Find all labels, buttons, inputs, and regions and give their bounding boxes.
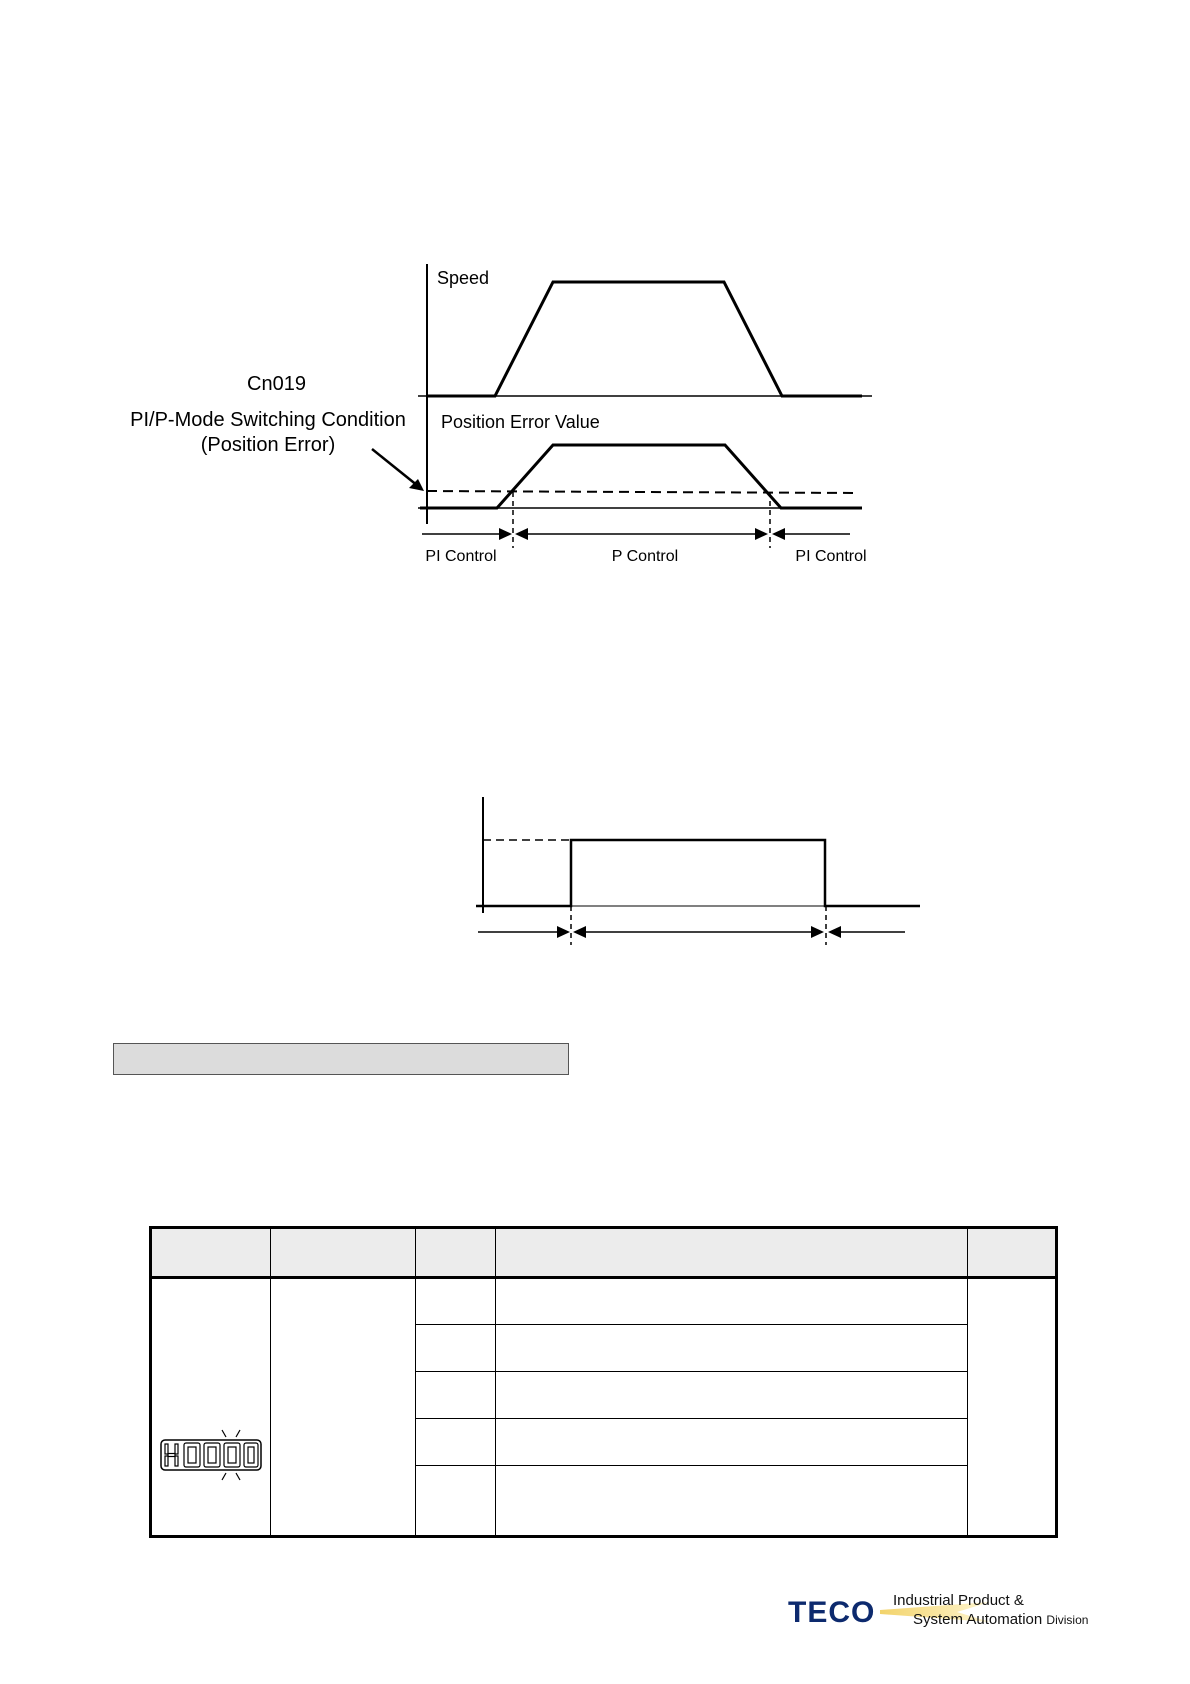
parameter-table (149, 1226, 1058, 1538)
logo-tagline-line1: Industrial Product & (893, 1592, 1024, 1609)
p-arrowhead-left (515, 528, 528, 540)
region-right-label: PI Control (795, 548, 867, 565)
condition-line1: PI/P-Mode Switching Condition (130, 409, 406, 431)
function-cell (496, 1325, 968, 1372)
pulse-right-arrowhead (828, 926, 841, 938)
setting-cell (416, 1466, 496, 1537)
pi-right-arrowhead (772, 528, 785, 540)
pulse-mid-arrowhead-left (573, 926, 586, 938)
position-error-label: Position Error Value (441, 412, 600, 432)
header-cell (968, 1228, 1057, 1278)
header-cell (416, 1228, 496, 1278)
switching-threshold-dashed (427, 491, 858, 493)
pulse-diagram (0, 780, 1190, 960)
header-cell (496, 1228, 968, 1278)
table-row (151, 1278, 1057, 1325)
function-cell (496, 1278, 968, 1325)
seven-segment-display (159, 1428, 263, 1482)
name-cell (271, 1278, 416, 1537)
setting-cell (416, 1372, 496, 1419)
p-arrowhead-right (755, 528, 768, 540)
setting-cell (416, 1419, 496, 1466)
region-middle-label: P Control (611, 548, 679, 565)
region-left-label: PI Control (425, 548, 497, 565)
section-heading-bar (113, 1043, 569, 1075)
logo-tagline-main: System Automation (913, 1611, 1047, 1628)
setting-cell (416, 1278, 496, 1325)
pulse-left-arrowhead (557, 926, 570, 938)
header-cell (271, 1228, 416, 1278)
pulse-mid-arrowhead-right (811, 926, 824, 938)
function-cell (496, 1419, 968, 1466)
logo-tagline-small: Division (1046, 1613, 1089, 1627)
function-cell (496, 1372, 968, 1419)
position-error-trapezoid (420, 445, 862, 508)
header-cell (151, 1228, 271, 1278)
logo-tagline-line2 (913, 1611, 1088, 1628)
setting-cell (416, 1325, 496, 1372)
brand-logo: TECO (788, 1596, 876, 1629)
function-cell (496, 1466, 968, 1537)
table-header-row (151, 1228, 1057, 1278)
display-cell (151, 1278, 271, 1537)
param-code: Cn019 (247, 373, 306, 395)
pulse-waveform (476, 840, 920, 906)
speed-trapezoid (427, 282, 862, 396)
pi-p-switching-diagram (0, 0, 1190, 600)
condition-pointer-arrow (372, 449, 418, 486)
display-value-text: H0000 (211, 1458, 214, 1459)
condition-line2: (Position Error) (200, 434, 336, 456)
pi-left-arrowhead (499, 528, 512, 540)
control-mode-cell (968, 1278, 1057, 1537)
speed-label: Speed (437, 268, 490, 288)
